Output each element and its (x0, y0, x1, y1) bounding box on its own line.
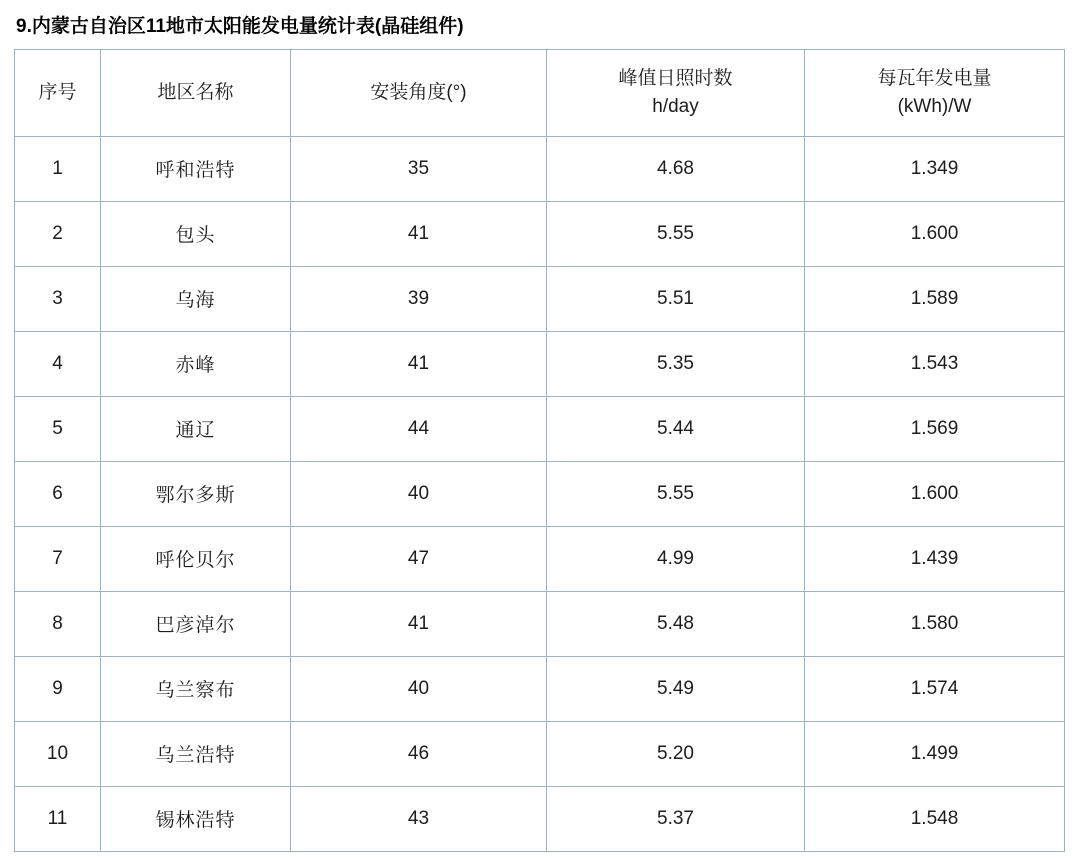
table-header-row (15, 49, 1065, 136)
cell-peak-hours: 5.37 (547, 786, 805, 851)
cell-angle: 40 (291, 656, 547, 721)
column-header-peak-hours-line2: h/day (652, 95, 699, 117)
table-row (15, 266, 1065, 331)
cell-peak-hours: 5.48 (547, 591, 805, 656)
cell-region: 呼和浩特 (101, 136, 291, 201)
column-header-peak-hours (547, 49, 805, 136)
column-header-index (15, 49, 101, 136)
table-row (15, 721, 1065, 786)
cell-index: 11 (15, 786, 101, 851)
table-row (15, 136, 1065, 201)
cell-angle: 41 (291, 331, 547, 396)
cell-region: 巴彦淖尔 (101, 591, 291, 656)
table-row (15, 786, 1065, 851)
cell-angle: 44 (291, 396, 547, 461)
table-row (15, 656, 1065, 721)
cell-region: 通辽 (101, 396, 291, 461)
column-header-annual-output-line1: 每瓦年发电量 (877, 68, 992, 90)
cell-annual-output: 1.349 (805, 136, 1065, 201)
cell-peak-hours: 5.55 (547, 461, 805, 526)
cell-peak-hours: 5.49 (547, 656, 805, 721)
column-header-angle (291, 49, 547, 136)
cell-annual-output: 1.569 (805, 396, 1065, 461)
cell-peak-hours: 5.44 (547, 396, 805, 461)
cell-index: 9 (15, 656, 101, 721)
cell-angle: 35 (291, 136, 547, 201)
table-row (15, 396, 1065, 461)
column-header-angle-line1: 安装角度(°) (370, 82, 467, 104)
column-header-peak-hours-line1: 峰值日照时数 (618, 68, 733, 90)
cell-region: 鄂尔多斯 (101, 461, 291, 526)
cell-annual-output: 1.548 (805, 786, 1065, 851)
cell-index: 8 (15, 591, 101, 656)
table-row (15, 526, 1065, 591)
cell-annual-output: 1.499 (805, 721, 1065, 786)
cell-region: 包头 (101, 201, 291, 266)
cell-annual-output: 1.589 (805, 266, 1065, 331)
cell-index: 5 (15, 396, 101, 461)
column-header-annual-output-line2: (kWh)/W (897, 95, 972, 117)
cell-angle: 41 (291, 591, 547, 656)
table-row (15, 331, 1065, 396)
solar-generation-table (14, 49, 1065, 852)
cell-angle: 47 (291, 526, 547, 591)
cell-annual-output: 1.439 (805, 526, 1065, 591)
column-header-region-line1: 地区名称 (157, 82, 234, 104)
cell-index: 7 (15, 526, 101, 591)
cell-index: 2 (15, 201, 101, 266)
cell-region: 乌兰浩特 (101, 721, 291, 786)
cell-peak-hours: 5.35 (547, 331, 805, 396)
cell-angle: 40 (291, 461, 547, 526)
cell-annual-output: 1.600 (805, 461, 1065, 526)
cell-index: 4 (15, 331, 101, 396)
column-header-annual-output (805, 49, 1065, 136)
table-row (15, 591, 1065, 656)
cell-region: 呼伦贝尔 (101, 526, 291, 591)
cell-peak-hours: 5.51 (547, 266, 805, 331)
page-title: 9.内蒙古自治区11地市太阳能发电量统计表(晶硅组件) (16, 16, 464, 37)
cell-annual-output: 1.574 (805, 656, 1065, 721)
cell-index: 6 (15, 461, 101, 526)
cell-index: 3 (15, 266, 101, 331)
cell-peak-hours: 5.55 (547, 201, 805, 266)
cell-peak-hours: 4.99 (547, 526, 805, 591)
column-header-region (101, 49, 291, 136)
cell-peak-hours: 5.20 (547, 721, 805, 786)
cell-angle: 41 (291, 201, 547, 266)
cell-region: 赤峰 (101, 331, 291, 396)
cell-angle: 46 (291, 721, 547, 786)
table-row (15, 201, 1065, 266)
cell-annual-output: 1.600 (805, 201, 1065, 266)
cell-annual-output: 1.580 (805, 591, 1065, 656)
cell-region: 锡林浩特 (101, 786, 291, 851)
cell-region: 乌兰察布 (101, 656, 291, 721)
cell-angle: 43 (291, 786, 547, 851)
cell-index: 10 (15, 721, 101, 786)
column-header-index-line1: 序号 (38, 82, 77, 104)
cell-index: 1 (15, 136, 101, 201)
cell-angle: 39 (291, 266, 547, 331)
table-row (15, 461, 1065, 526)
cell-annual-output: 1.543 (805, 331, 1065, 396)
cell-peak-hours: 4.68 (547, 136, 805, 201)
cell-region: 乌海 (101, 266, 291, 331)
